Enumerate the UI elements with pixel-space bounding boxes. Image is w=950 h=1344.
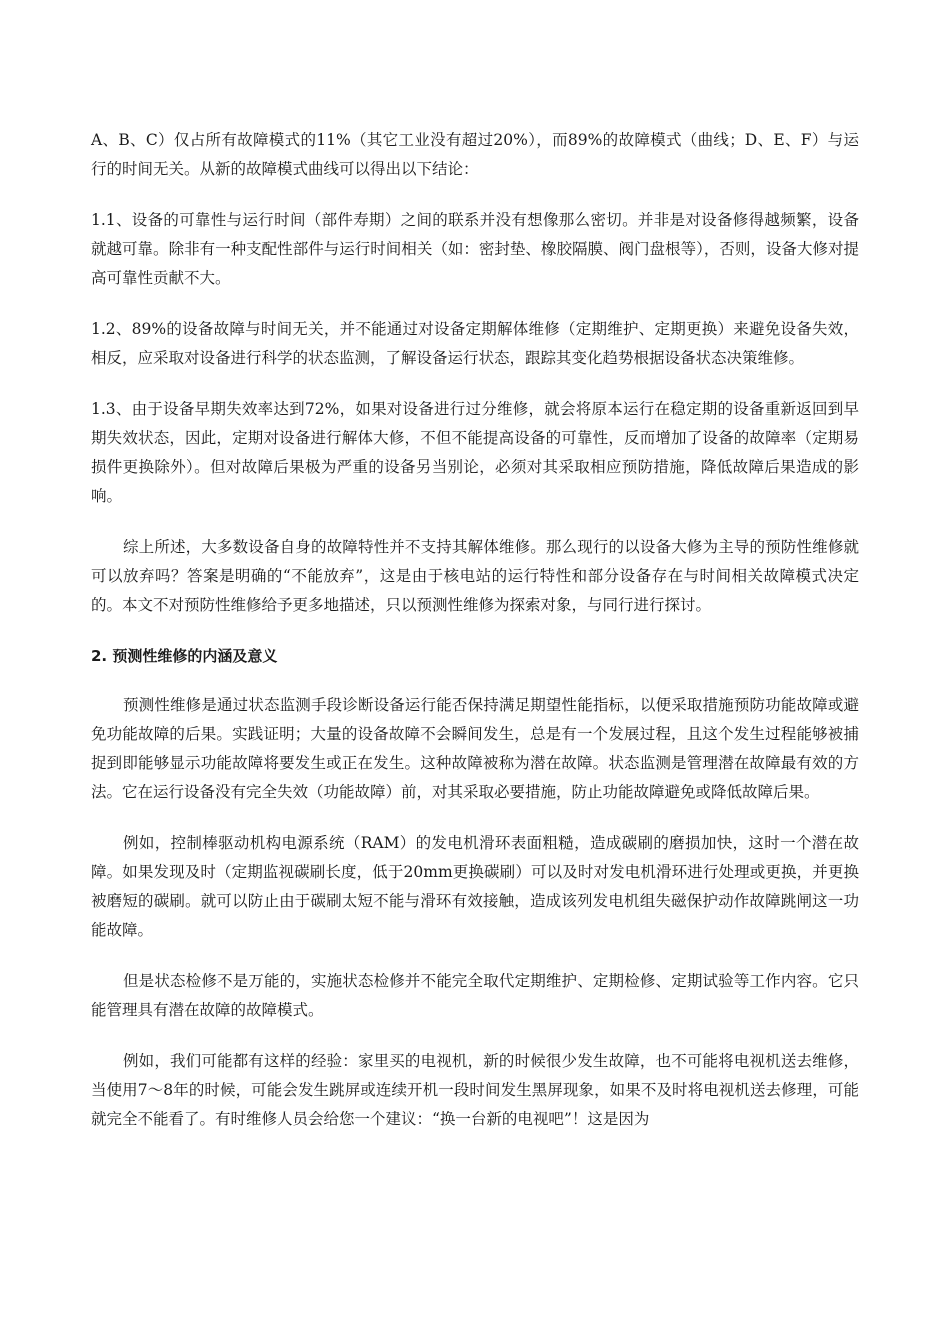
paragraph-conclusion-1-3: 1.3、由于设备早期失效率达到72%，如果对设备进行过分维修，就会将原本运行在稳定期的设备重新返回到早期失效状态，因此，定期对设备进行解体大修，不但不能提高设备的可靠性，反而增加了设备的故障率（定期易损件更换除外）。但对故障后果极为严重的设备另当别论，必须对其采取相应预防措施，降低故障后果造成的影响。 (91, 400, 859, 505)
paragraph-conclusion-1-1: 1.1、设备的可靠性与运行时间（部件寿期）之间的联系并没有想像那么密切。并非是对设备修得越频繁，设备就越可靠。除非有一种支配性部件与运行时间相关（如：密封垫、橡胶隔膜、阀门盘根等），否则，设备大修对提高可靠性贡献不大。 (91, 211, 859, 287)
paragraph-limitation: 但是状态检修不是万能的，实施状态检修并不能完全取代定期维护、定期检修、定期试验等工作内容。它只能管理具有潜在故障的故障模式。 (91, 972, 859, 1019)
paragraph-example-ram: 例如，控制棒驱动机构电源系统（RAM）的发电机滑环表面粗糙，造成碳刷的磨损加快，这时一个潜在故障。如果发现及时（定期监视碳刷长度，低于20mm更换碳刷）可以及时对发电机滑环进行处理或更换，并更换被磨短的碳刷。就可以防止由于碳刷太短不能与滑环有效接触，造成该列发电机组失磁保护动作故障跳闸这一功能故障。 (91, 834, 859, 939)
paragraph-predictive-maintenance-definition: 预测性维修是通过状态监测手段诊断设备运行能否保持满足期望性能指标，以便采取措施预防功能故障或避免功能故障的后果。实践证明；大量的设备故障不会瞬间发生，总是有一个发展过程，且这个发生过程能够被捕捉到即能够显示功能故障将要发生或正在发生。这种故障被称为潜在故障。状态监测是管理潜在故障最有效的方法。它在运行设备没有完全失效（功能故障）前，对其采取必要措施，防止功能故障避免或降低故障后果。 (91, 696, 859, 801)
paragraph-summary: 综上所述，大多数设备自身的故障特性并不支持其解体维修。那么现行的以设备大修为主导的预防性维修就可以放弃吗？答案是明确的“不能放弃”，这是由于核电站的运行特性和部分设备存在与时间相关故障模式决定的。本文不对预防性维修给予更多地描述，只以预测性维修为探索对象，与同行进行探讨。 (91, 538, 859, 614)
paragraph-intro-continuation: A、B、C）仅占所有故障模式的11%（其它工业没有超过20%），而89%的故障模式（曲线；D、E、F）与运行的时间无关。从新的故障模式曲线可以得出以下结论： (91, 131, 859, 178)
document-page (91, 126, 859, 1134)
paragraph-example-tv: 例如，我们可能都有这样的经验：家里买的电视机，新的时候很少发生故障，也不可能将电视机送去维修，当使用7～8年的时候，可能会发生跳屏或连续开机一段时间发生黑屏现象，如果不及时将电视机送去修理，可能就完全不能看了。有时维修人员会给您一个建议：“换一台新的电视吧”！这是因为 (91, 1052, 859, 1128)
section-heading: 2. 预测性维修的内涵及意义 (91, 647, 278, 665)
paragraph-conclusion-1-2: 1.2、89%的设备故障与时间无关，并不能通过对设备定期解体维修（定期维护、定期更换）来避免设备失效，相反，应采取对设备进行科学的状态监测，了解设备运行状态，跟踪其变化趋势根据设备状态决策维修。 (91, 320, 859, 367)
